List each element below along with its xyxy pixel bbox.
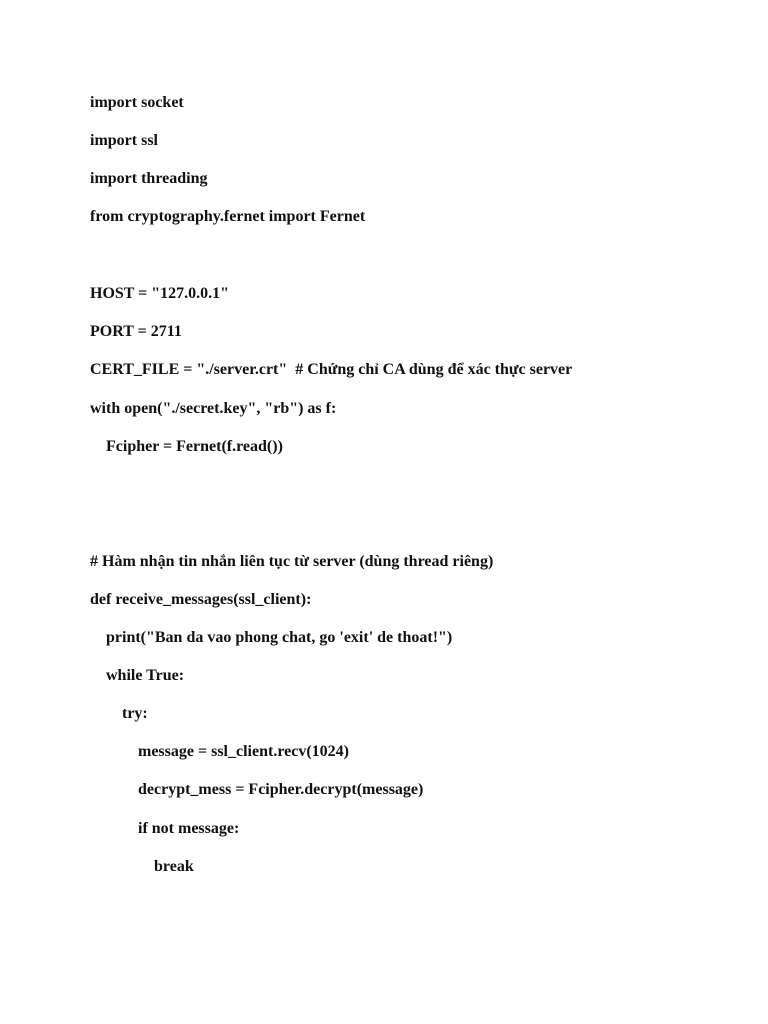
code-line-break: break — [90, 858, 194, 875]
code-line-port: PORT = 2711 — [90, 323, 182, 340]
code-line-if-not: if not message: — [90, 820, 240, 837]
code-line-cert-file: CERT_FILE = "./server.crt" # Chứng chỉ CA dùng để xác thực server — [90, 361, 573, 378]
code-line-import-fernet: from cryptography.fernet import Fernet — [90, 208, 366, 225]
code-line-host: HOST = "127.0.0.1" — [90, 285, 230, 302]
code-line-with-open: with open("./secret.key", "rb") as f: — [90, 400, 337, 417]
code-line-import-ssl: import ssl — [90, 132, 158, 149]
code-line-decrypt: decrypt_mess = Fcipher.decrypt(message) — [90, 781, 424, 798]
code-line-fcipher: Fcipher = Fernet(f.read()) — [90, 438, 283, 455]
code-line-while: while True: — [90, 667, 185, 684]
code-line-import-threading: import threading — [90, 170, 208, 187]
code-line-print: print("Ban da vao phong chat, go 'exit' de thoat!") — [90, 629, 453, 646]
code-line-recv: message = ssl_client.recv(1024) — [90, 743, 349, 760]
code-line-comment: # Hàm nhận tin nhắn liên tục từ server (dùng thread riêng) — [90, 553, 494, 570]
code-line-try: try: — [90, 705, 148, 722]
code-line-def-receive: def receive_messages(ssl_client): — [90, 591, 312, 608]
code-line-import-socket: import socket — [90, 94, 184, 111]
